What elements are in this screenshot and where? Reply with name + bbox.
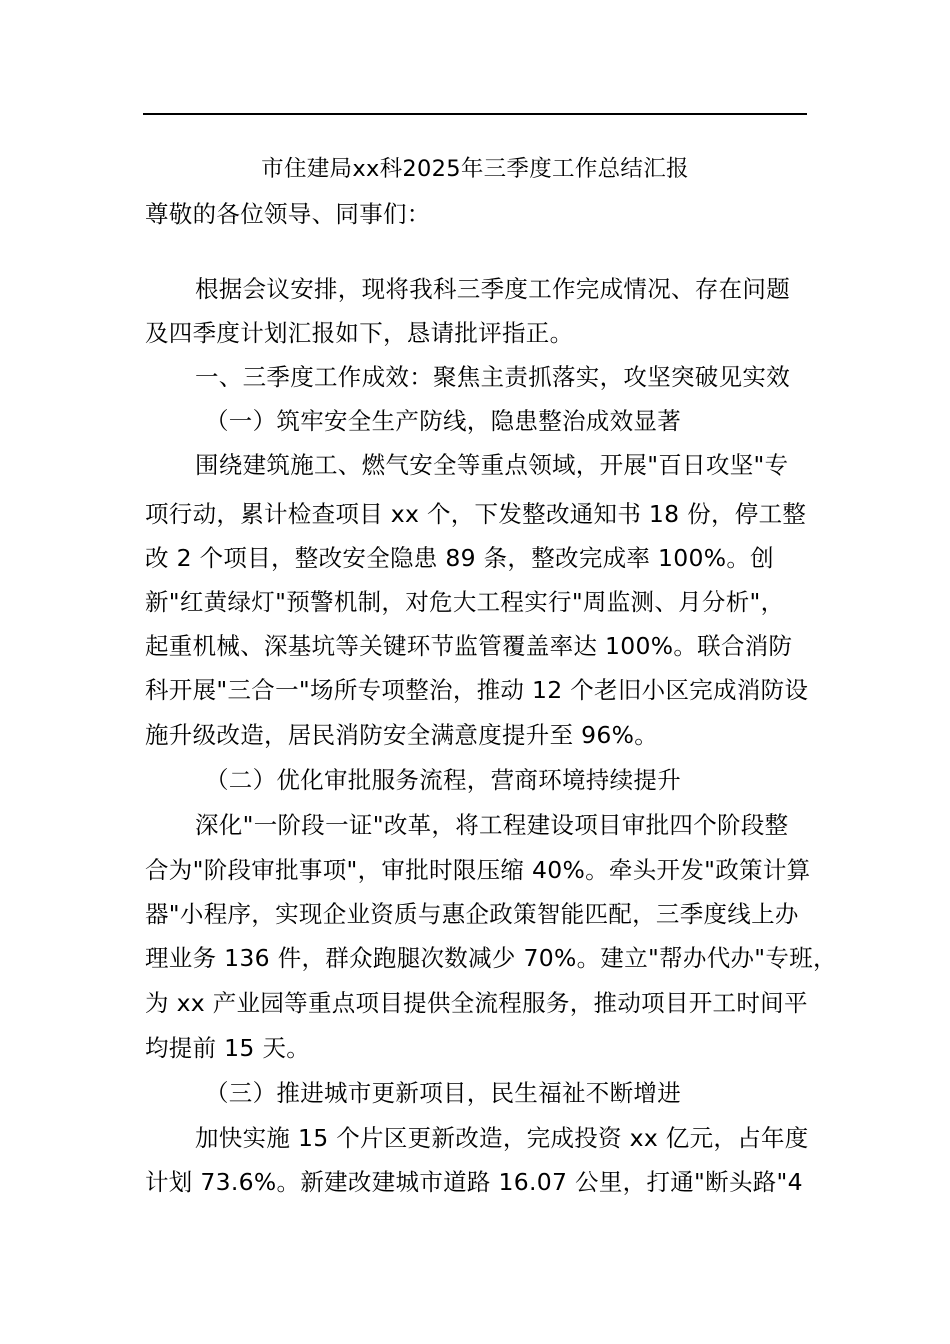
paragraph-line: 合为"阶段审批事项"，审批时限压缩 40%。牵头开发"政策计算 [145,856,811,884]
header-rule [143,113,807,115]
paragraph-line: 施升级改造，居民消防安全满意度提升至 96%。 [145,721,659,749]
paragraph-line: 为 xx 产业园等重点项目提供全流程服务，推动项目开工时间平 [145,989,808,1017]
salutation: 尊敬的各位领导、同事们： [145,200,431,228]
paragraph-line: 深化"一阶段一证"改革，将工程建设项目审批四个阶段整 [195,811,789,839]
paragraph-line: 器"小程序，实现企业资质与惠企政策智能匹配，三季度线上办 [145,900,799,928]
subsection-heading: （二）优化审批服务流程，营商环境持续提升 [205,766,681,794]
paragraph-line: 新"红黄绿灯"预警机制，对危大工程实行"周监测、月分析"， [145,588,785,616]
paragraph-line: 科开展"三合一"场所专项整治，推动 12 个老旧小区完成消防设 [145,676,809,704]
subsection-heading: （一）筑牢安全生产防线，隐患整治成效显著 [205,407,681,435]
paragraph-line: 理业务 136 件，群众跑腿次数减少 70%。建立"帮办代办"专班， [145,944,837,972]
subsection-heading: （三）推进城市更新项目，民生福祉不断增进 [205,1079,681,1107]
paragraph-line: 根据会议安排，现将我科三季度工作完成情况、存在问题 [195,275,790,303]
paragraph-line: 改 2 个项目，整改安全隐患 89 条，整改完成率 100%。创 [145,544,774,572]
paragraph-line: 计划 73.6%。新建改建城市道路 16.07 公里，打通"断头路"4 [145,1168,803,1196]
paragraph-line: 起重机械、深基坑等关键环节监管覆盖率达 100%。联合消防 [145,632,793,660]
document-title: 市住建局xx科2025年三季度工作总结汇报 [261,156,689,182]
section-heading: 一、三季度工作成效：聚焦主责抓落实，攻坚突破见实效 [195,363,790,391]
paragraph-line: 围绕建筑施工、燃气安全等重点领域，开展"百日攻坚"专 [195,451,789,479]
paragraph-line: 项行动，累计检查项目 xx 个，下发整改通知书 18 份，停工整 [145,500,807,528]
paragraph-line: 及四季度计划汇报如下，恳请批评指正。 [145,319,574,347]
paragraph-line: 均提前 15 天。 [145,1034,311,1062]
paragraph-line: 加快实施 15 个片区更新改造，完成投资 xx 亿元，占年度 [195,1124,809,1152]
